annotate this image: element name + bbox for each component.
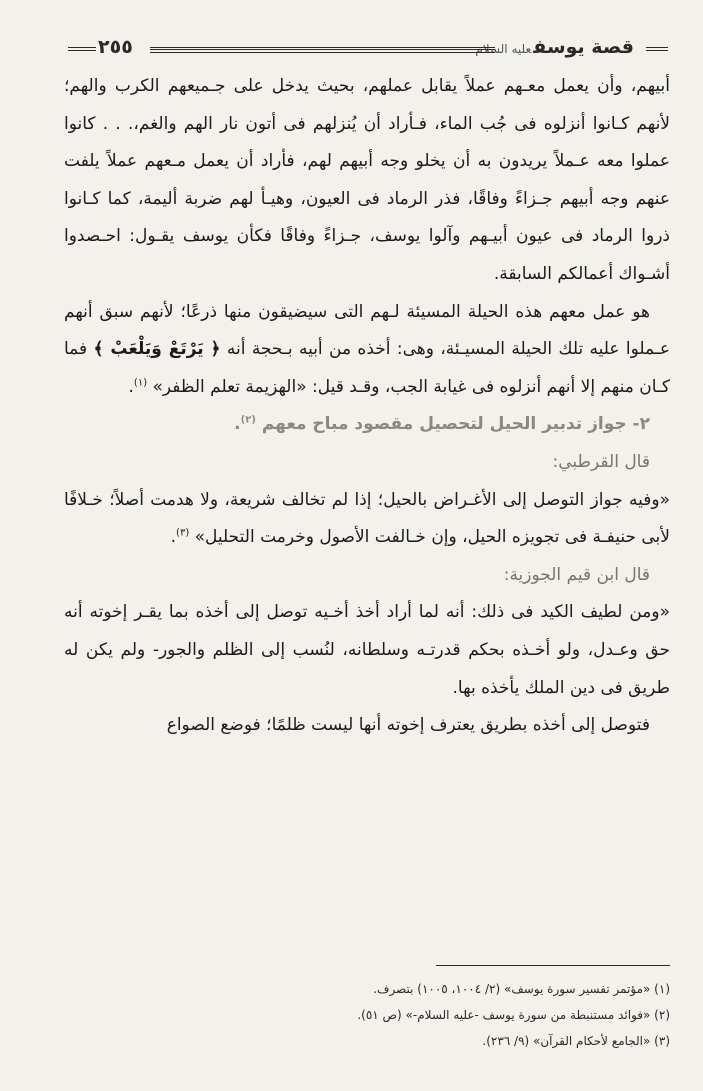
footnote-ref-3: (٣) xyxy=(176,527,190,539)
qurtubi-label: قال القرطبي: xyxy=(552,451,650,472)
footnote-ref-2: (٢) xyxy=(240,414,256,426)
ibnqayyim-label: قال ابن قيم الجوزية: xyxy=(503,564,650,585)
qurtubi-quote: «وفيه جواز التوصل إلى الأغـراض بالحيل؛ إذا لم تخالف شريعة، ولا هدمت أصلاً؛ خـلافًا لأبى حنيفـة فى تجويزه الحيل، وإن خـالفت الأصول وخرمت التحليل» $^{(٣)}$. xyxy=(64,489,670,548)
footnote-3: (٣) «الجامع لأحكام القرآن» (٩/ ٢٣٦). xyxy=(482,1034,670,1048)
paragraph-2-text: هو عمل معهم هذه الحيلة المسيئة لـهم التى سيضيقون منها ذرعًا؛ لأنهم سبق أنهم عـملوا عليه تلك الحيلة المسيـئة، وهى: أخذه من أبيه بـحجة أنه xyxy=(64,301,671,360)
footnote-ref-1: (١) xyxy=(133,377,148,389)
paragraph-1: أبيهم، وأن يعمل معـهم عملاً يقابل عملهم، بحيث يدخل على جـميعهم الكرب والهم؛ لأنهم كـانوا أنزلوه فى جُب الماء، فـأراد أن يُنزلهم فى أتون نار الهم والغم،. . . كانوا عملوا معه عـملاً يريدون به أن يخلو وجه أبيهم لهم، فأراد أن يعمل مـعهم عملاً يلفت عنهم وجه أبيهم جـزاءً وفاقًا، فذر الرماد فى العيون، وهيـأ لهم ضربة أليمة، كما كـانوا ذروا الرماد فى عيون أبيـهم وآلوا يوسف، جـزاءً وفاقًا فكأن يوسف يقـول: احـصدوا أشـواك أعمالكم السابقة. xyxy=(64,76,670,284)
honorific: عليه السلام xyxy=(475,42,532,56)
header-rule-middle xyxy=(150,47,495,53)
footnote-rule xyxy=(436,965,670,966)
header-rule-left xyxy=(68,47,96,51)
ibnqayyim-quote: «ومن لطيف الكيد فى ذلك: أنه لما أراد أخذ أخـيه توصل إلى أخذه بما يقـر إخوته أنه حق وعـدل، ولو أخـذه بحكم قدرتـه وسلطانه، لنُسب إلى الظلم والجور- ولم يكن له طريق فى دين الملك يأخذه بها. xyxy=(64,602,670,698)
footnotes xyxy=(64,976,670,1054)
footnote-2: (٢) «فوائد مستنبطة من سورة يوسف -عليه السلام-» (ص ٥١). xyxy=(357,1008,670,1022)
page-number: ٢٥٥ xyxy=(98,36,133,58)
quran-verse: ﴿ يَرْتَعْ وَيَلْعَبْ ﴾ xyxy=(93,339,221,360)
header-rule-right xyxy=(646,47,668,51)
book-title: قصة يوسفعليه السلام xyxy=(475,36,634,58)
footnote-1: (١) «مؤتمر تفسير سورة يوسف» (٢/ ١٠٠٤، ١٠٠٥) بتصرف. xyxy=(373,982,670,996)
paragraph-2: هو عمل معهم هذه الحيلة المسيئة لـهم التى سيضيقون منها ذرعًا؛ لأنهم سبق أنهم عـملوا عليه تلك الحيلة المسيـئة، وهى: أخذه من أبيه بـحجة أنه ﴿ يَرْتَعْ وَيَلْعَبْ ﴾ فما كـان منهم إلا أنهم أنزلوه فى غيابة الجب، وقـد قيل: «الهزيمة تعلم الظفر» $^{(١)}$. xyxy=(64,301,671,397)
paragraph-2-continued: فما كـان منهم إلا أنهم أنزلوه فى غيابة الجب، وقـد قيل: «الهزيمة تعلم الظفر» xyxy=(64,339,670,397)
section-heading: ٢- جواز تدبير الحيل لتحصيل مقصود مباح معهم $^{(٢)}$. xyxy=(234,414,650,435)
body-text xyxy=(64,68,670,745)
paragraph-last: فتوصل إلى أخذه بطريق يعترف إخوته أنها ليست ظلمًا؛ فوضع الصواع xyxy=(166,715,650,736)
